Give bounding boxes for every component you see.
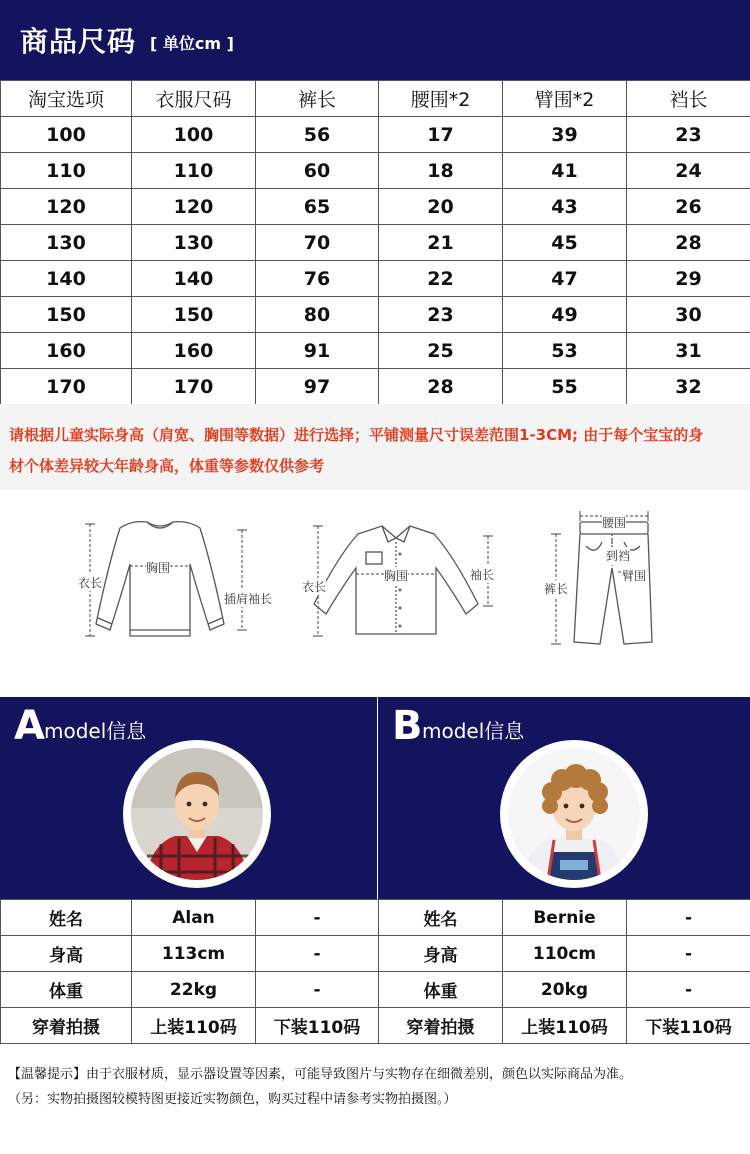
table-cell: 体重 [1,972,132,1008]
table-cell: 39 [503,117,627,153]
table-cell: - [256,936,379,972]
table-row [1,1008,750,1044]
notice-line: 材个体差异较大年龄身高，体重等参数仅供参考 [9,457,325,475]
table-cell: 140 [1,261,132,297]
table-cell: 23 [627,117,750,153]
table-cell: 体重 [379,972,503,1008]
table-cell: 23 [379,297,503,333]
curly-boy-portrait-icon [508,748,640,880]
size-notice [0,404,750,490]
table-cell: 130 [1,225,132,261]
warm-tips [8,1062,632,1112]
table-cell: 53 [503,333,627,369]
table-row [1,117,750,153]
table-cell: 20 [379,189,503,225]
table-cell: 43 [503,189,627,225]
table-cell: 65 [256,189,379,225]
model-b-panel [378,697,750,899]
table-row [1,972,750,1008]
table-cell: 26 [627,189,750,225]
table-row [1,333,750,369]
table-cell: 22 [379,261,503,297]
table-cell: 47 [503,261,627,297]
table-row [1,369,750,405]
table-cell: - [627,936,750,972]
table-cell: 25 [379,333,503,369]
table-cell: 70 [256,225,379,261]
boy-portrait-icon [131,748,263,880]
shirt-diagram [298,506,508,646]
table-cell: 41 [503,153,627,189]
table-cell: 160 [1,333,132,369]
table-cell: - [256,900,379,936]
model-b-title: model信息 [422,719,525,743]
table-cell: 下装110码 [627,1008,750,1044]
table-cell: 170 [132,369,256,405]
table-cell: 穿着拍摄 [1,1008,132,1044]
sweater-length-label: 衣长 [78,576,103,590]
table-cell: - [627,900,750,936]
table-cell: 110 [132,153,256,189]
page-header [0,0,750,80]
table-cell: 49 [503,297,627,333]
column-header: 衣服尺码 [132,81,256,117]
pants-diagram [540,506,670,656]
model-info-table [0,899,750,1044]
table-cell: 120 [1,189,132,225]
page-title: 商品尺码 [20,25,137,58]
table-row [1,936,750,972]
table-cell: 97 [256,369,379,405]
table-cell: 20kg [503,972,627,1008]
table-cell: 100 [1,117,132,153]
pants-crotch-label: 到裆 [606,549,631,563]
table-cell: - [627,972,750,1008]
table-cell: 21 [379,225,503,261]
model-b-avatar [500,740,648,888]
table-cell: 110cm [503,936,627,972]
table-cell: 姓名 [1,900,132,936]
table-cell: 31 [627,333,750,369]
table-cell: Bernie [503,900,627,936]
column-header: 裆长 [627,81,750,117]
table-cell: 80 [256,297,379,333]
table-cell: - [256,972,379,1008]
sweater-sleeve-label: 插肩袖长 [224,592,273,606]
table-cell: 29 [627,261,750,297]
table-cell: 30 [627,297,750,333]
model-a-panel [0,697,377,899]
table-cell: 28 [627,225,750,261]
table-cell: 130 [132,225,256,261]
table-cell: 56 [256,117,379,153]
table-cell: 17 [379,117,503,153]
table-cell: 穿着拍摄 [379,1008,503,1044]
shirt-sleeve-label: 袖长 [470,568,495,582]
table-cell: 113cm [132,936,256,972]
table-cell: 32 [627,369,750,405]
column-header: 裤长 [256,81,379,117]
table-cell: Alan [132,900,256,936]
model-a-avatar [123,740,271,888]
table-cell: 22kg [132,972,256,1008]
shirt-chest-label: 胸围 [384,569,409,583]
model-a-letter: A [14,703,45,749]
table-cell: 150 [1,297,132,333]
table-cell: 身高 [379,936,503,972]
table-cell: 91 [256,333,379,369]
table-cell: 上装110码 [132,1008,256,1044]
sweater-diagram [72,506,272,646]
table-cell: 下装110码 [256,1008,379,1044]
table-cell: 18 [379,153,503,189]
table-row [1,297,750,333]
table-row [1,900,750,936]
table-row [1,225,750,261]
pants-thigh-label: 臂围 [622,569,647,583]
table-cell: 150 [132,297,256,333]
column-header: 腰围*2 [379,81,503,117]
table-cell: 160 [132,333,256,369]
table-cell: 上装110码 [503,1008,627,1044]
shirt-length-label: 衣长 [302,580,327,594]
table-cell: 170 [1,369,132,405]
table-cell: 140 [132,261,256,297]
model-a-photo [131,748,263,880]
size-table-header [1,81,750,117]
table-cell: 100 [132,117,256,153]
table-row [1,153,750,189]
table-row [1,189,750,225]
tips-line: 【温馨提示】由于衣服材质，显示器设置等因素，可能导致图片与实物存在细微差别，颜色以实际商品为准。 [8,1067,633,1082]
table-cell: 身高 [1,936,132,972]
model-b-photo [508,748,640,880]
model-b-letter: B [392,703,423,749]
table-cell: 120 [132,189,256,225]
table-cell: 55 [503,369,627,405]
size-table [0,80,750,405]
table-cell: 60 [256,153,379,189]
tips-line: （另：实物拍摄图较模特图更接近实物颜色，购买过程中请参考实物拍摄图。） [8,1092,457,1107]
column-header: 臂围*2 [503,81,627,117]
pants-length-label: 裤长 [544,582,569,596]
pants-waist-label: 腰围 [602,516,627,530]
table-cell: 姓名 [379,900,503,936]
table-cell: 28 [379,369,503,405]
sweater-chest-label: 胸围 [146,561,171,575]
table-row [1,261,750,297]
table-cell: 45 [503,225,627,261]
notice-line: 请根据儿童实际身高（肩宽、胸围等数据）进行选择；平铺测量尺寸误差范围1-3CM; 由于每个宝宝的身 [9,426,704,444]
table-cell: 24 [627,153,750,189]
table-cell: 76 [256,261,379,297]
table-cell: 110 [1,153,132,189]
model-a-title: model信息 [44,719,147,743]
column-header: 淘宝选项 [1,81,132,117]
unit-label: [ 单位cm ] [150,34,234,53]
